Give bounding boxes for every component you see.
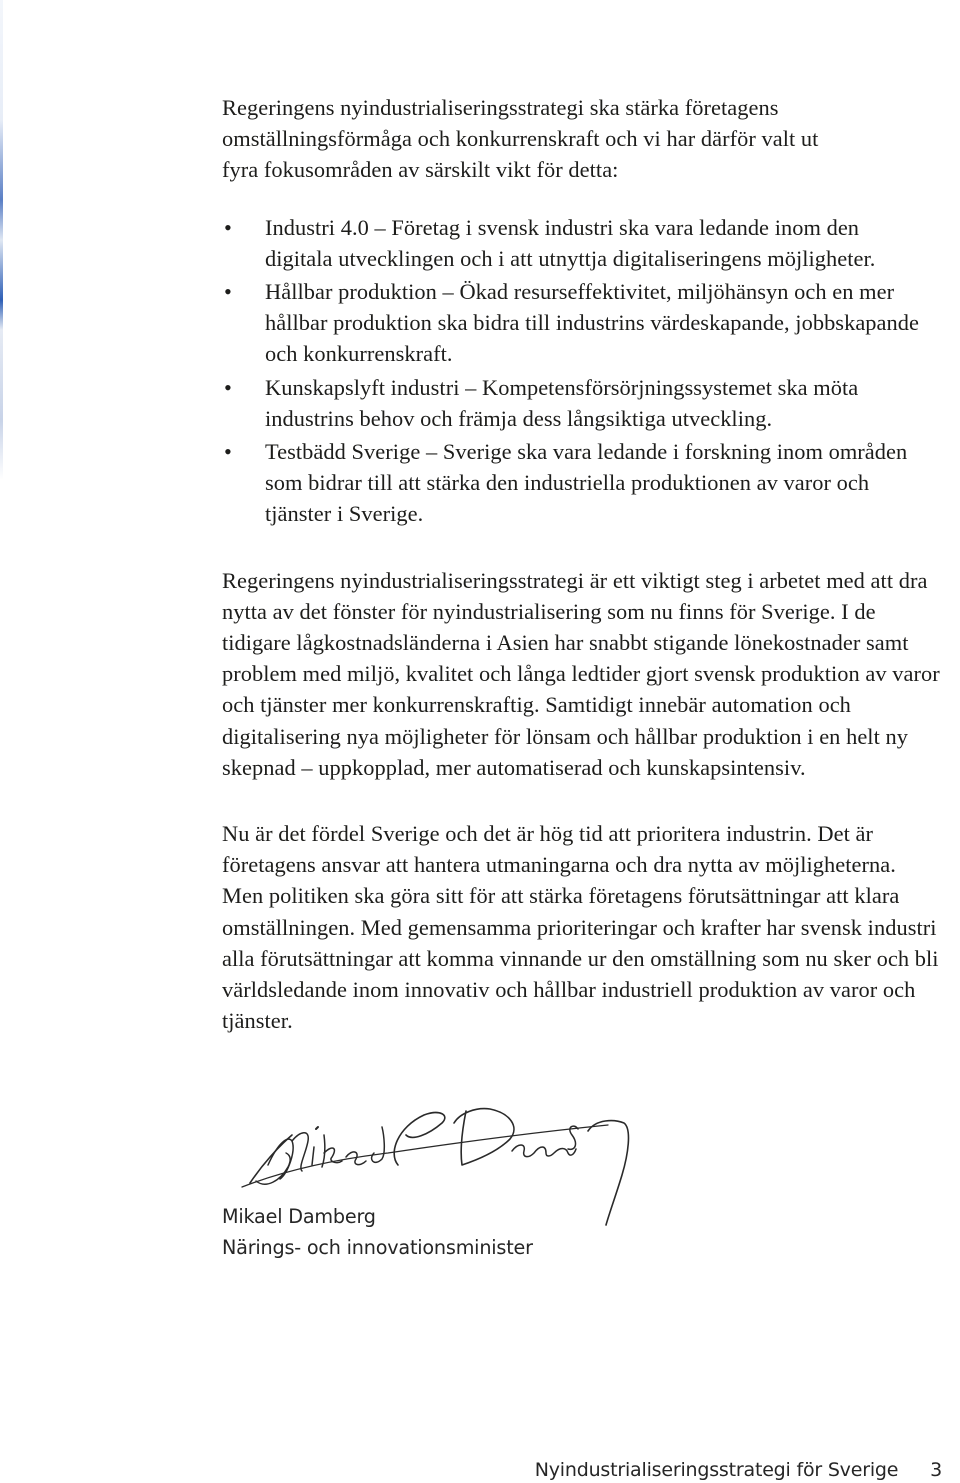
body-paragraph: Nu är det fördel Sverige och det är hög tid att prioritera industrin. Det är företagens ansvar att hantera utmaningarna och dra nytta av möjligheterna. Men politiken ska göra sitt för att stärka företagens förutsättningar att klara omställningen. Med gemensamma prioriteringar och krafter har svensk industri alla förutsättningar att komma vinnande ur den omställning som nu sker och bli världsledande inom innovativ och hållbar industriell produktion av varor och tjänster. [222, 821, 939, 1034]
list-item-text: Kunskapslyft industri – Kompetensförsörjningssystemet ska möta industrins behov och främja dess långsiktiga utveckling. [265, 374, 859, 431]
intro-paragraph: Regeringens nyindustrialiseringsstrategi ska stärka företagens omställningsförmåga och konkurrenskraft och vi har därför valt ut fyra fokusområden av särskilt vikt för detta: [222, 95, 819, 183]
bullet-icon: • [224, 214, 232, 240]
list-item [222, 436, 932, 530]
list-item [222, 372, 932, 434]
signatory-title: Närings- och innovationsminister [222, 1236, 533, 1259]
page-footer [535, 1459, 942, 1481]
list-item-text: Testbädd Sverige – Sverige ska vara ledande i forskning inom områden som bidrar till att stärka den industriella produktionen av varor och tjänster i Sverige. [265, 439, 908, 527]
list-item [222, 212, 932, 274]
list-item [222, 276, 932, 370]
bullet-icon: • [224, 279, 232, 305]
signatory-name: Mikael Damberg [222, 1205, 376, 1228]
page-edge-mark [0, 0, 3, 480]
list-item-text: Hållbar produktion – Ökad resurseffektivitet, miljöhänsyn och en mer hållbar produktion ska bidra till industrins värdeskapande, jobbskapande och konkurrenskraft. [265, 279, 920, 367]
bullet-icon: • [224, 439, 232, 465]
footer-title: Nyindustrialiseringsstrategi för Sverige [534, 1459, 899, 1481]
page-content [222, 92, 942, 1036]
page-number: 3 [930, 1459, 942, 1481]
body-paragraph: Regeringens nyindustrialiseringsstrategi är ett viktigt steg i arbetet med att dra nytta av det fönster för nyindustrialisering som nu finns för Sverige. I de tidigare lågkostnadsländerna i Asien har snabbt stigande lönekostnader samt problem med miljö, kvalitet och långa ledtider gjort svensk produktion av varor och tjänster mer konkurrenskraftig. Samtidigt innebär automation och digitalisering nya möjligheter för lönsam och hållbar produktion i en helt ny skepnad – uppkopplad, mer automatiserad och kunskapsintensiv. [222, 567, 940, 780]
focus-area-list [222, 212, 932, 530]
bullet-icon: • [224, 374, 232, 400]
list-item-text: Industri 4.0 – Företag i svensk industri ska vara ledande inom den digitala utvecklingen och i att utnyttja digitaliseringens möjligheter. [265, 214, 876, 271]
